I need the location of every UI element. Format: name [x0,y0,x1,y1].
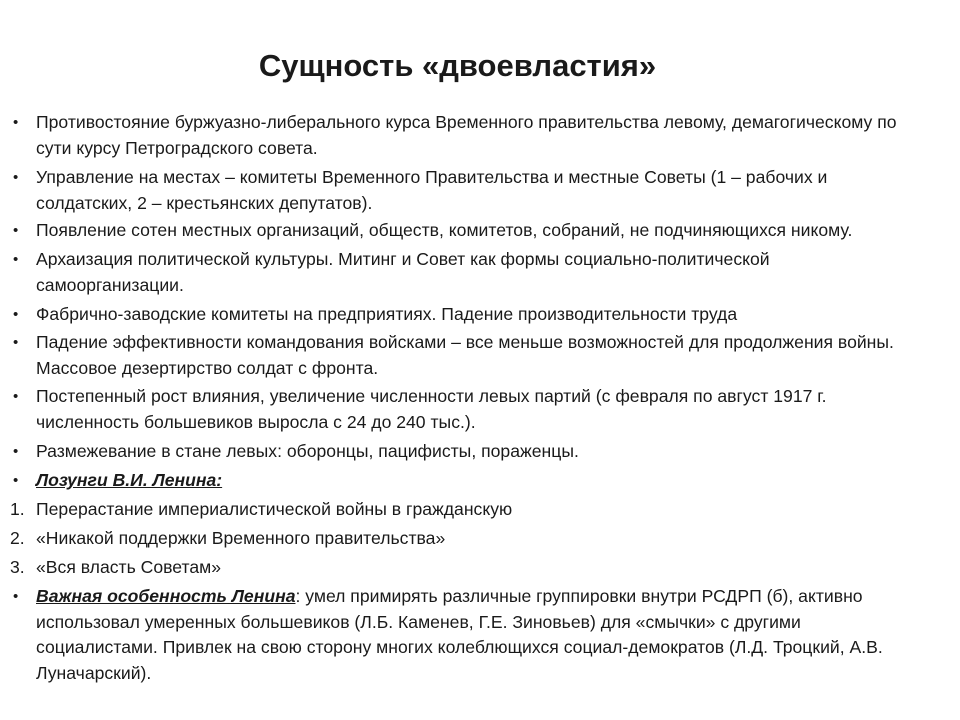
list-item-text: Перерастание империалистической войны в гражданскую [36,499,513,519]
lenin-feature-heading: Важная особенность Ленина [36,586,296,606]
bullet-marker: • [13,334,19,351]
bullet-marker: • [13,443,19,460]
list-item [10,330,915,381]
list-item-text: Противостояние буржуазно-либерального курса Временного правительства левому, демагогическому по сути курсу Петроградского совета. [36,112,897,158]
list-item-text: Архаизация политической культуры. Митинг и Совет как формы социально-политической самоорганизации. [36,249,770,295]
list-item-text: Фабрично-заводские комитеты на предприятиях. Падение производительности труда [36,304,738,324]
bullet-marker: • [13,588,19,605]
lenin-slogans-heading: Лозунги В.И. Ленина: [36,470,223,490]
list-item-text: «Никакой поддержки Временного правительства» [36,528,446,548]
number-marker: 3. [10,557,25,577]
list-item [10,439,915,465]
list-item [10,165,915,216]
list-item [10,218,915,244]
bullet-marker: • [13,388,19,405]
list-item [10,302,915,328]
number-marker: 2. [10,528,25,548]
numbered-item [10,555,915,581]
number-marker: 1. [10,499,25,519]
list-item [10,384,915,435]
list-item-text [10,468,915,494]
slide-title: Сущность «двоевластия» [258,48,657,83]
list-item-text [10,584,915,686]
bullet-marker: • [13,472,19,489]
list-item [10,110,915,161]
list-item-text-rest: : умел примирять различные группировки внутри РСДРП (б), активно использовал умеренных большевиков (Л.Б. Каменев, Г.Е. Зиновьев) для «смычки» с другими социалистами. Привлек на свою сторону многих колеблющихся социал-демократов (Л.Д. Троцкий, А.В. Луначарский). [36,586,883,683]
list-item [10,584,915,686]
bullet-marker: • [13,114,19,131]
list-item-text: Постепенный рост влияния, увеличение численности левых партий (с февраля по август 1917 г. численность большевиков выросла с 24 до 240 тыс.). [36,386,827,432]
list-item-text: Размежевание в стане левых: оборонцы, пацифисты, пораженцы. [36,441,579,461]
numbered-item [10,526,915,552]
list-item-text: Управление на местах – комитеты Временного Правительства и местные Советы (1 – рабочих и солдатских, 2 – крестьянских депутатов). [36,167,828,213]
bullet-marker: • [13,169,19,186]
list-item [10,468,915,494]
list-item-text: Падение эффективности командования войсками – все меньше возможностей для продолжения войны. Массовое дезертирство солдат с фронта. [36,332,894,378]
list-item-text: Появление сотен местных организаций, обществ, комитетов, собраний, не подчиняющихся никому. [36,220,853,240]
list-item [10,247,915,298]
list-item-text: «Вся власть Советам» [36,557,222,577]
bullet-marker: • [13,306,19,323]
numbered-item [10,497,915,523]
bullet-marker: • [13,251,19,268]
bullet-marker: • [13,222,19,239]
